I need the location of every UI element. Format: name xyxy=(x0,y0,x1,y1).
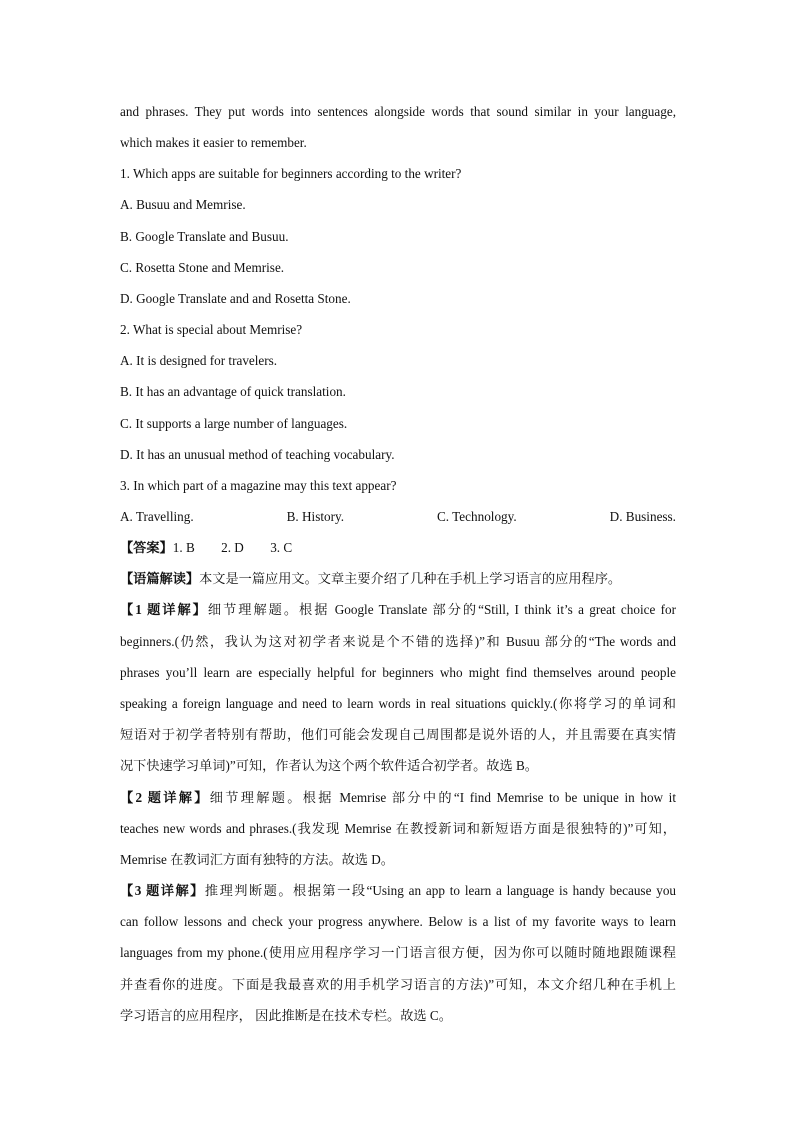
detail-2-line-3: Memrise 在教词汇方面有独特的方法。故选 D。 xyxy=(120,852,394,867)
detail-3-line-1 xyxy=(120,881,676,901)
detail-1-label: 【1 题详解】 xyxy=(120,602,208,617)
detail-1-line-5: 短语对于初学者特别有帮助，他们可能会发现自己周围都是说外语的人，并且需要在真实情 xyxy=(120,727,676,742)
question-2-option-d: D. It has an unusual method of teaching vocabulary. xyxy=(120,447,395,462)
answer-text: 1. B 2. D 3. C xyxy=(172,540,293,555)
detail-1-line-1 xyxy=(120,600,676,620)
detail-3-text-1: 推理判断题。根据第一段“Using an app to learn a language is handy because you xyxy=(204,883,677,898)
detail-1-line-3: phrases you’ll learn are especially helpful for beginners who might find themselves around people xyxy=(120,665,676,680)
passage-line-2: which makes it easier to remember. xyxy=(120,135,307,150)
question-2-option-b: B. It has an advantage of quick translation. xyxy=(120,384,346,399)
question-3-options xyxy=(120,507,676,527)
detail-1-line-2: beginners.(仍然，我认为这对初学者来说是个不错的选择)”和 Busuu 部分的“The words and xyxy=(120,634,676,649)
passage-line-1: and phrases. They put words into sentences alongside words that sound similar in your language, xyxy=(120,104,676,119)
question-3-option-d: D. Business. xyxy=(609,509,676,524)
question-3-stem: 3. In which part of a magazine may this text appear? xyxy=(120,478,397,493)
interpretation-text: 本文是一篇应用文。文章主要介绍了几种在手机上学习语言的应用程序。 xyxy=(199,571,622,586)
detail-1-line-6: 况下快速学习单词)”可知，作者认为这个两个软件适合初学者。故选 B。 xyxy=(120,758,538,773)
detail-3-line-3: languages from my phone.(使用应用程序学习一门语言很方便，因为你可以随时随地跟随课程 xyxy=(120,945,676,960)
detail-1-text-1: 细节理解题。根据 Google Translate 部分的“Still, I think it’s a great choice for xyxy=(207,602,676,617)
question-3-option-a: A. Travelling. xyxy=(120,509,194,524)
interpretation-line xyxy=(120,569,676,589)
question-1-option-b: B. Google Translate and Busuu. xyxy=(120,229,289,244)
answer-label: 【答案】 xyxy=(120,540,173,555)
question-2-option-c: C. It supports a large number of languages. xyxy=(120,416,348,431)
detail-3-line-2: can follow lessons and check your progress anywhere. Below is a list of my favorite ways to learn xyxy=(120,914,676,929)
detail-2-line-2: teaches new words and phrases.(我发现 Memrise 在教授新词和新短语方面是很独特的)”可知， xyxy=(120,821,676,836)
detail-2-line-1 xyxy=(120,788,676,808)
detail-3-line-5: 学习语言的应用程序， 因此推断是在技术专栏。故选 C。 xyxy=(120,1008,452,1023)
detail-3-line-4: 并查看你的进度。下面是我最喜欢的用手机学习语言的方法)”可知，本文介绍几种在手机上 xyxy=(120,977,676,992)
question-1-option-c: C. Rosetta Stone and Memrise. xyxy=(120,260,285,275)
question-1-option-a: A. Busuu and Memrise. xyxy=(120,197,246,212)
detail-2-text-1: 细节理解题。根据 Memrise 部分中的“I find Memrise to be unique in how it xyxy=(209,790,676,805)
question-1-option-d: D. Google Translate and and Rosetta Stone. xyxy=(120,291,351,306)
question-2-option-a: A. It is designed for travelers. xyxy=(120,353,278,368)
question-3-option-c: C. Technology. xyxy=(437,509,517,524)
detail-3-label: 【3 题详解】 xyxy=(120,883,205,898)
interpretation-label: 【语篇解读】 xyxy=(120,571,200,586)
question-1-stem: 1. Which apps are suitable for beginners according to the writer? xyxy=(120,166,462,181)
question-3-option-b: B. History. xyxy=(286,509,345,524)
answer-line xyxy=(120,538,676,558)
detail-2-label: 【2 题详解】 xyxy=(120,790,210,805)
question-2-stem: 2. What is special about Memrise? xyxy=(120,322,303,337)
detail-1-line-4: speaking a foreign language and need to learn words in real situations quickly.(你将学习的单词和 xyxy=(120,696,676,711)
